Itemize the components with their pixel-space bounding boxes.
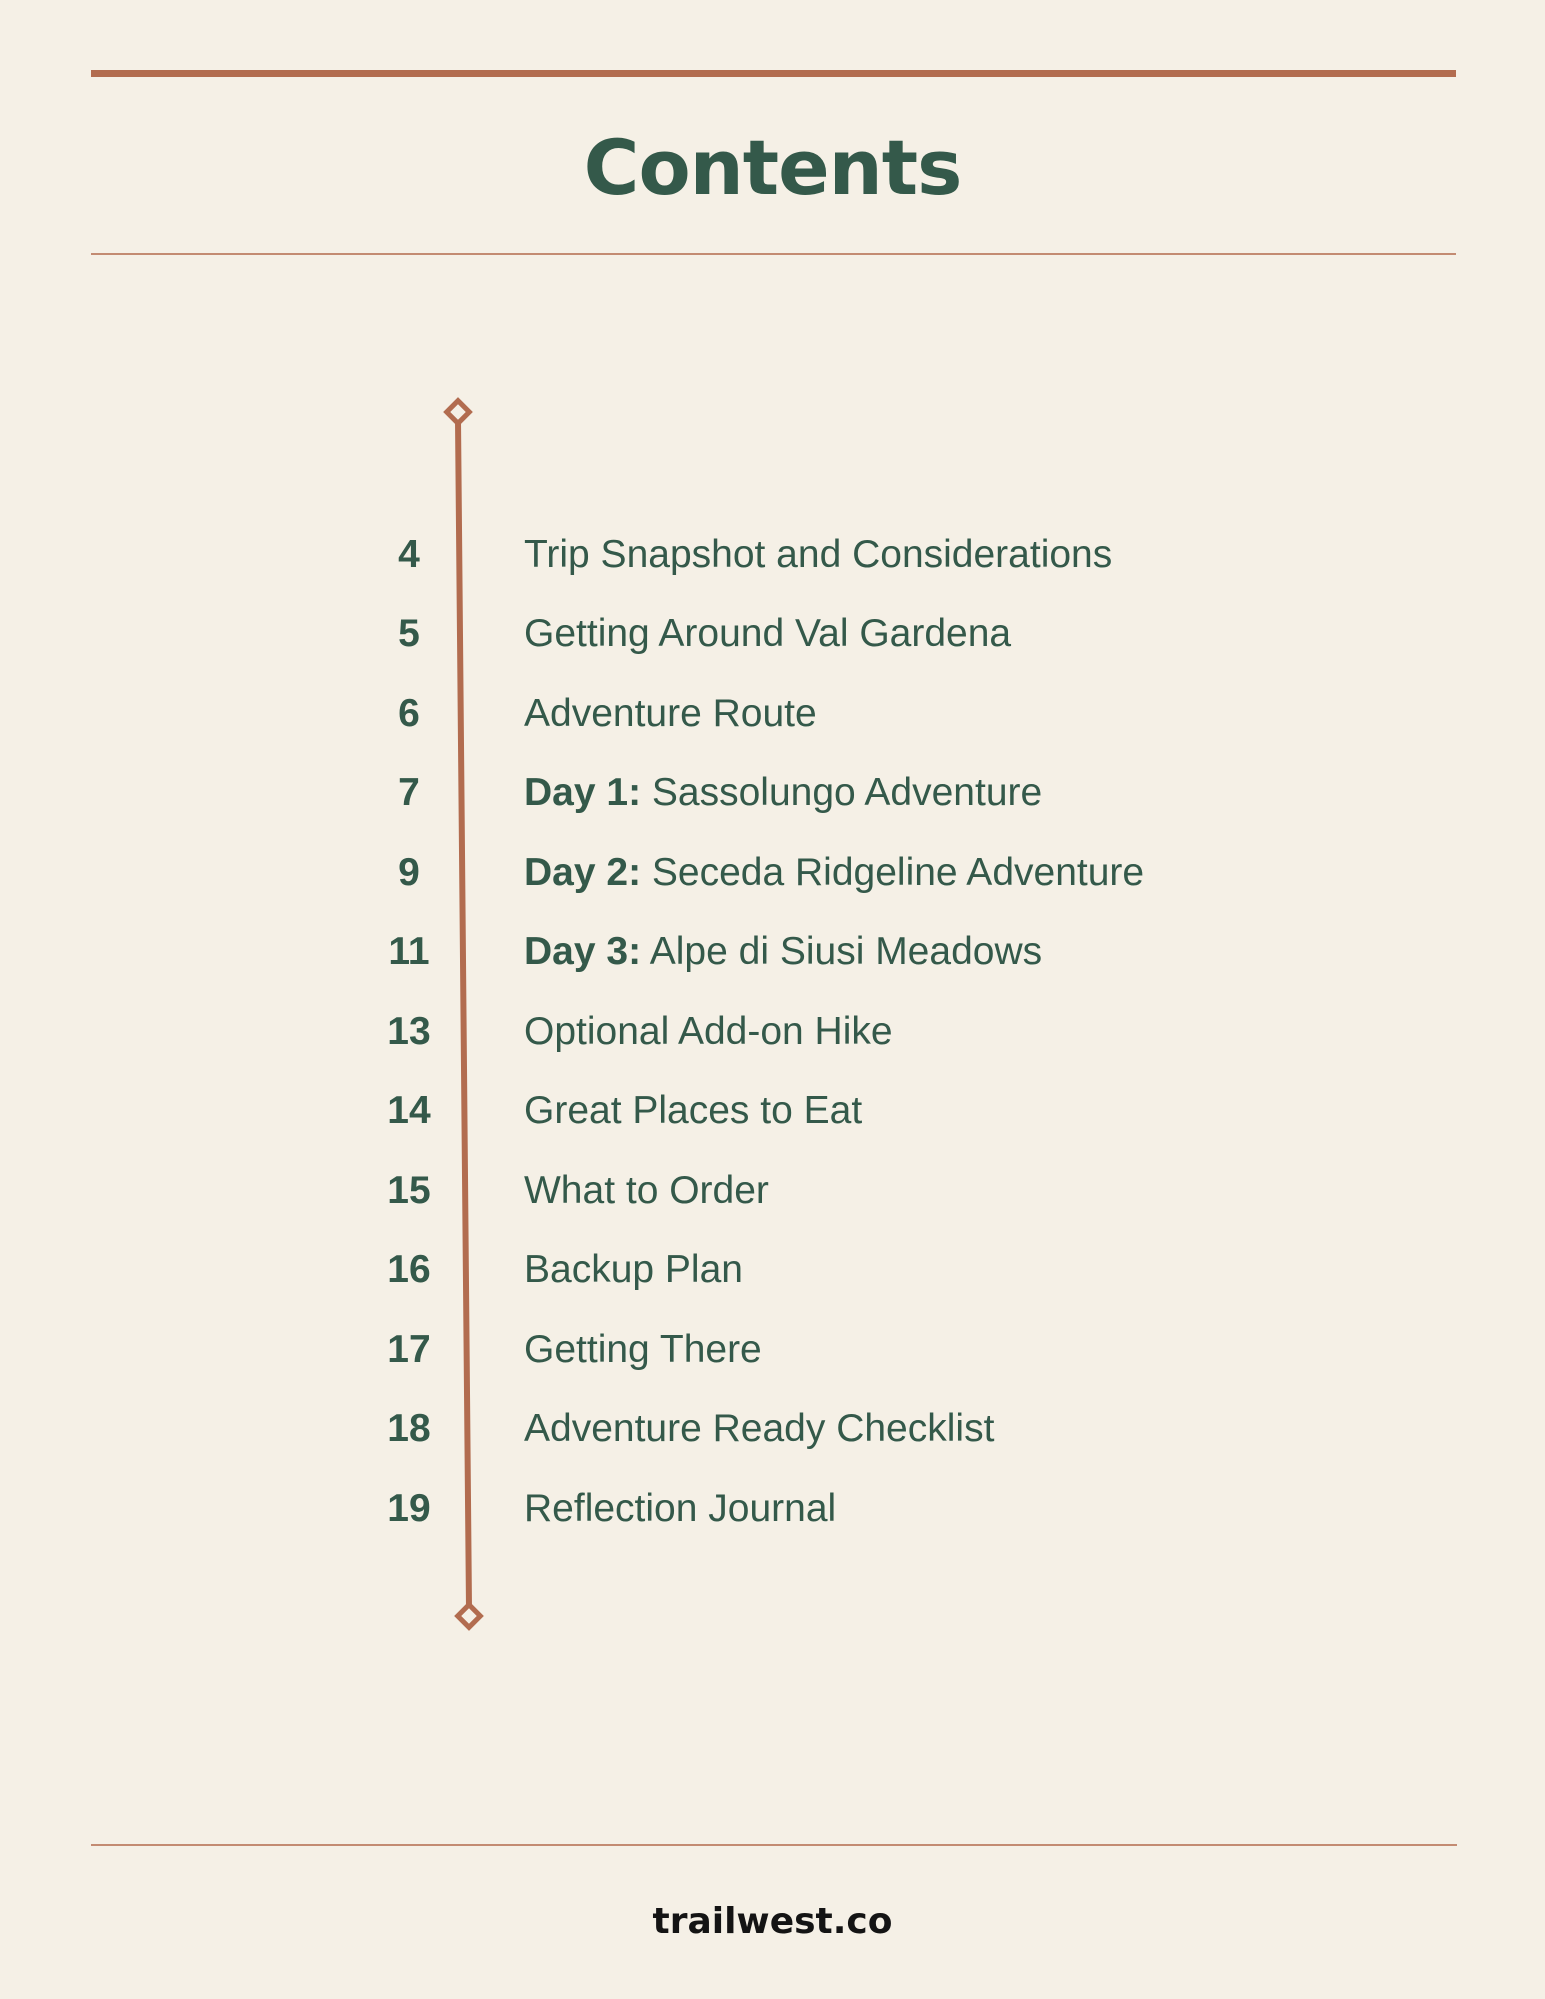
toc-entry-label — [524, 922, 1042, 982]
toc-entry[interactable] — [0, 922, 1545, 982]
timeline-top-diamond-icon — [447, 401, 470, 424]
page-title: Contents — [583, 123, 962, 212]
toc-entry[interactable] — [0, 684, 1545, 744]
toc-page-number: 16 — [387, 1248, 431, 1291]
toc-entry-title: Getting Around Val Gardena — [524, 612, 1012, 655]
toc-page-number: 19 — [387, 1487, 431, 1530]
toc-entry-label — [524, 763, 1042, 823]
toc-page-number: 14 — [387, 1089, 431, 1132]
toc-page-number: 13 — [387, 1010, 431, 1053]
toc-entry[interactable] — [0, 1081, 1545, 1141]
toc-entry-label — [524, 684, 817, 744]
toc-entry-title: Getting There — [524, 1328, 762, 1371]
toc-page-number: 11 — [388, 930, 430, 973]
header-divider — [91, 253, 1456, 255]
toc-page-number: 7 — [398, 771, 420, 814]
toc-entry-label — [524, 1002, 893, 1062]
toc-entry-title: Great Places to Eat — [524, 1089, 863, 1132]
toc-entry-title: Alpe di Siusi Meadows — [649, 930, 1043, 973]
toc-entry-label — [524, 843, 1144, 903]
toc-entry-prefix: Day 2: — [524, 851, 642, 894]
toc-page-number: 9 — [398, 851, 420, 894]
toc-page-number: 18 — [387, 1407, 431, 1450]
toc-entry-label — [524, 1320, 762, 1380]
toc-page-number: 5 — [398, 612, 420, 655]
toc-entry[interactable] — [0, 604, 1545, 664]
toc-entry-title: Adventure Ready Checklist — [524, 1407, 995, 1450]
toc-entry-label — [524, 1479, 836, 1539]
toc-entry-title: Seceda Ridgeline Adventure — [651, 851, 1145, 894]
toc-page-number: 6 — [398, 692, 420, 735]
toc-entry[interactable] — [0, 1002, 1545, 1062]
toc-entry[interactable] — [0, 843, 1545, 903]
toc-entry-title: Backup Plan — [524, 1248, 743, 1291]
toc-entry-title: Trip Snapshot and Considerations — [524, 533, 1113, 576]
toc-entry-prefix: Day 3: — [524, 930, 642, 973]
header-top-rule — [91, 70, 1456, 77]
toc-page-number: 4 — [398, 533, 420, 576]
toc-entry-label — [524, 1081, 862, 1141]
footer-brand[interactable]: trailwest.co — [652, 1901, 893, 1942]
toc-entry[interactable] — [0, 1399, 1545, 1459]
toc-entry-label — [524, 525, 1112, 585]
footer-divider — [91, 1844, 1457, 1846]
toc-entry-label — [524, 1161, 769, 1221]
toc-entry-title: What to Order — [524, 1169, 769, 1212]
toc-entry-label — [524, 1399, 994, 1459]
toc-entry[interactable] — [0, 1320, 1545, 1380]
toc-entry[interactable] — [0, 1240, 1545, 1300]
toc-entry[interactable] — [0, 525, 1545, 585]
toc-entry-title: Reflection Journal — [524, 1487, 837, 1530]
toc-entry[interactable] — [0, 1161, 1545, 1221]
toc-entry[interactable] — [0, 763, 1545, 823]
toc-entry-title: Adventure Route — [524, 692, 817, 735]
timeline-bottom-diamond-icon — [458, 1605, 481, 1628]
toc-entry-prefix: Day 1: — [524, 771, 642, 814]
toc-entry-title: Optional Add-on Hike — [524, 1010, 893, 1053]
toc-page-number: 17 — [387, 1328, 431, 1371]
toc-page-number: 15 — [387, 1169, 431, 1212]
toc-entry[interactable] — [0, 1479, 1545, 1539]
toc-entry-label — [524, 604, 1011, 664]
toc-entry-title: Sassolungo Adventure — [651, 771, 1043, 814]
toc-entry-label — [524, 1240, 743, 1300]
